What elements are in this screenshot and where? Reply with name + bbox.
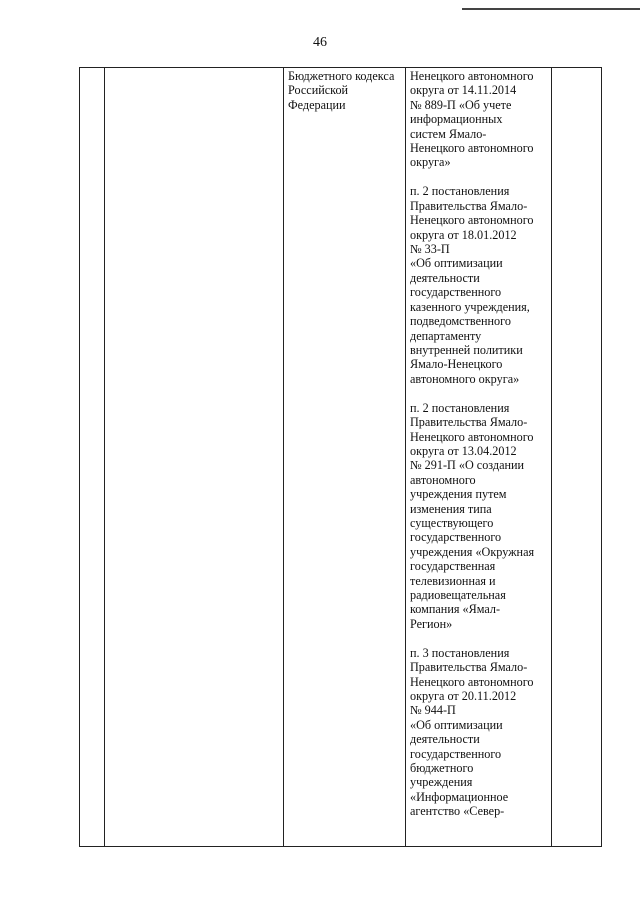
- legal-basis-text: Бюджетного кодекса Российской Федерации: [288, 69, 395, 112]
- table-cell-name: [105, 68, 284, 847]
- table-cell-resolutions: [406, 68, 552, 847]
- table-cell-notes: [552, 68, 602, 847]
- page-number: 46: [313, 35, 327, 50]
- top-edge-rule: [462, 8, 640, 10]
- table-cell-number: [80, 68, 105, 847]
- table-row: [80, 68, 602, 847]
- resolution-paragraph: Ненецкого автономного округа от 14.11.2014 № 889-П «Об учете информационных систем Ямало- Ненецкого автономного округа»: [410, 69, 534, 170]
- table-cell-legal-basis: [284, 68, 406, 847]
- document-table: [79, 67, 602, 847]
- resolution-paragraph: п. 2 постановления Правительства Ямало- Ненецкого автономного округа от 18.01.2012 № 33-П «Об оптимизации деятельности государственного казенного учреждения, подведомственного департаменту внутренней политики Ямало-Ненецкого автономного округа»: [410, 184, 534, 386]
- resolution-paragraph: п. 2 постановления Правительства Ямало- Ненецкого автономного округа от 13.04.2012 № 291-П «О создании автономного учреждения путем изменения типа существующего государственного учреждения «Окружная государственная телевизионная и радиовещательная компания «Ямал- Регион»: [410, 400, 535, 631]
- resolution-paragraph: п. 3 постановления Правительства Ямало- Ненецкого автономного округа от 20.11.2012 № 944-П «Об оптимизации деятельности государственного бюджетного учреждения «Информационное агентство «Север-: [410, 645, 534, 819]
